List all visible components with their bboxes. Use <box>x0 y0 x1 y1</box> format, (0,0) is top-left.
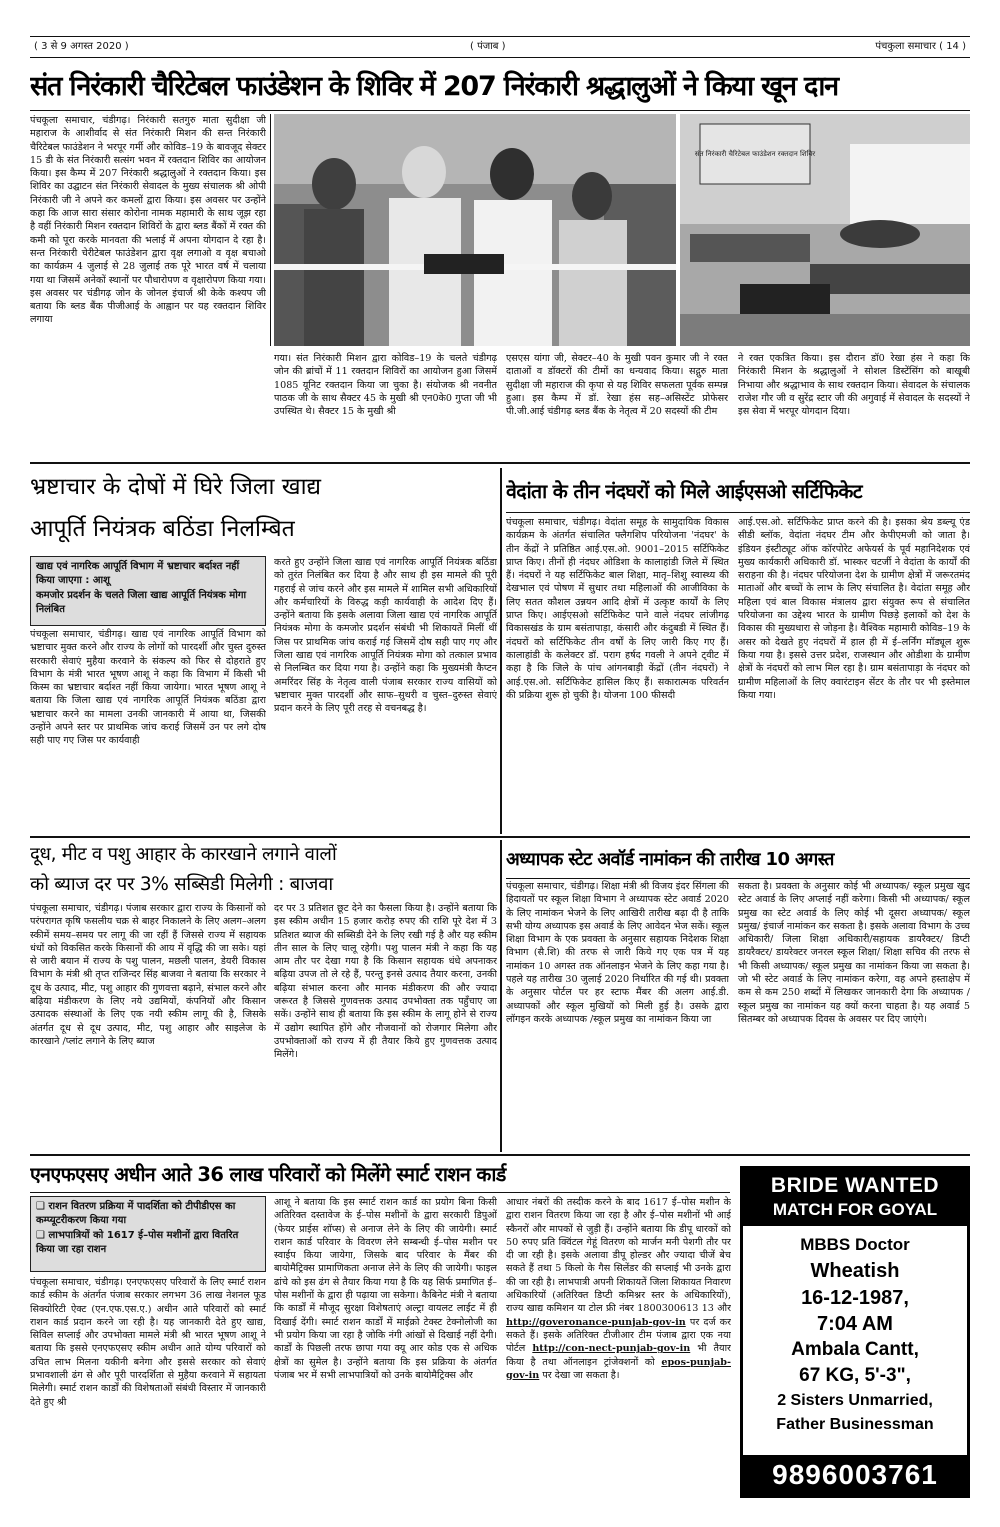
story6-bullets-box <box>30 1196 266 1272</box>
story1-column-1: पंचकूला समाचार, चंडीगढ़। निरंकारी सतगुरु माता सुदीक्षा जी महाराज के आशीर्वाद से संत निरंकारी मिशन की सन्त निरंकारी चैरिटेबल फाउंडेशन ने भरपूर गर्मी और कोविड–19 के बावजूद सेक्टर 15 डी के संत निरंकारी सत्संग भवन में रक्तदान शिविर का आयोजन किया। इस कैम्प में 207 निरंकारी श्रद्धालुओं ने रक्तदान किया। इस शिविर का उद्घाटन संत निरंकारी सेवादल के मुख्य संचालक श्री ओपी निरंकारी जी ने अपने कर कमलों द्वारा किया। इस अवसर पर उन्होंने कहा कि आज सारा संसार कोरोना नामक महामारी के साथ जूझ रहा है वहीं निरंकारी मिशन रक्तदान शिविरों के द्वारा ब्लड बैंकों में रक्त की कमी को पूरा करके मानवता की भलाई में अपना योगदान दे रहा है। सन्त निरंकारी चेरीटेबल फाउंडेशन द्वारा वृक्ष लगाओ व वृक्ष बचाओ का कार्यक्रम 4 जुलाई से 28 जुलाई तक पूरे भारत वर्ष में चलाया गया था जिसमें अनेकों स्थानों पर पौधारोपण व वृक्षारोपण किया गया। इस अवसर पर चंडीगढ़ जोन के जोनल इंचार्ज श्री केके कश्यप जी बताया कि ब्लड बैंक पीजीआई के आह्वान पर यह रक्तदान शिविर लगाया <box>30 115 266 326</box>
epos-portal-link[interactable]: epos-punjab-gov-in <box>506 1356 731 1381</box>
bullet-text: राशन वितरण प्रक्रिया में पादर्शिता को टीपीडीएस का कम्प्यूटरीकरण किया गया <box>36 1201 236 1226</box>
story2-highlight-box <box>30 556 266 626</box>
story1-column-2: गया। संत निरंकारी मिशन द्वारा कोविड–19 के चलते चंडीगढ़ जोन की ब्रांचों में 11 रक्तदान शिविरों का आयोजन हुआ जिसमें 1085 यूनिट रक्तदान किया जा चुका है। संयोजक श्री नवनीत पाठक जी के साथ सैक्टर 45 के मुखी श्री एन0के0 गुप्ता जी भी उपस्थित थे। सैक्टर 15 के मुखी श्री <box>274 353 497 418</box>
ad-siblings: 2 Sisters Unmarried, <box>777 1392 933 1409</box>
column-divider <box>270 114 271 346</box>
story5-column-1: पंचकूला समाचार, चंडीगढ़। शिक्षा मंत्री श्री विजय इंदर सिंगला की हिदायतों पर स्कूल शिक्षा विभाग ने अध्यापक स्टेट अवार्ड 2020 के लिए नामांकन भेजने के लिए आखिरी तारीख बढ़ा दी है ताकि सभी योग्य अध्यापक इस अवार्ड के लिए आवेदन भेज सकें। स्कूल शिक्षा विभाग के एक प्रवक्ता के अनुसार सहायक निदेशक शिक्षा विभाग (सै.शि) की तरफ से जारी किये गए एक पत्र में यह नामांकन 10 अगस्त तक ऑनलाइन भेजने के लिए कहा गया है। पहले यह तारीख 30 जुलाई 2020 निर्धारित की गई थी। प्रवक्ता के अनुसार पोर्टल पर हर स्टाफ मैंबर की अलग आई.डी. अध्यापकों और स्कूल मुखियों को मिली हुई है। उसके द्वारा लॉगइन करके अध्यापक /स्कूल प्रमुख का नामांकन किया जा <box>506 881 729 1025</box>
divider <box>506 512 970 513</box>
ad-title: BRIDE WANTED <box>770 1174 940 1197</box>
story6-column-2: आशू ने बताया कि इस स्मार्ट राशन कार्ड का प्रयोग बिना किसी अतिरिक्त दस्तावेज के ई–पोस मशीनों के द्वारा सरकारी डिपुओं (फेयर प्राईस शॉप्स) से अनाज लेने के लिए की जायेगी। स्मार्ट राशन कार्ड परिवार के विवरण लेने सम्बन्धी ई–पोस मशीन पर स्वाईप किया जायेगा, जिसके बाद परिवार के मैंबर की बायोमैट्रिक्स प्रामाणिकता अनाज लेने के लिए की जायेगी। फाइल ढांचे को इस ढंग से तैयार किया गया है कि यह सिर्फ प्रमाणित ई–पोस मशीनों के द्वारा ही पढ़ाया जा सकेगा। कैबिनेट मंत्री ने बताया कि कार्डों में मौजूद सुरक्षा विशेषताएं अल्ट्रा वायलट लाईट में ही दिखाई देंगी। स्मार्ट राशन कार्डों में माईक्रो टेक्स्ट टेक्नोलोजी का भी प्रयोग किया जा रहा है जोकि नंगी आंखों से दिखाई नहीं देगी। कार्डों के पिछली तरफ छापा गया क्यू आर कोड एक से अधिक क्षेत्रों का सुमेल है। उन्होंने बताया कि इस प्रक्रिया के अंतर्गत पंजाब भर में सभी लाभपात्रियों को उनके बायोमैट्रिक्स और <box>274 1197 497 1381</box>
bullet-item <box>36 1229 260 1256</box>
story3-column-2: आई.एस.ओ. सर्टिफिकेट प्राप्त करने की है। इसका श्रेय डब्ल्यू एंड सीडी ब्लॉक, वेदांता नंदघर टीम और केपीएमजी को जाता है। इंडियन इंस्टीट्यूट ऑफ कॉरपोरेट अफेयर्स के पूर्व महानिदेशक एवं मुख्य कार्यकारी अधिकारी डॉ. भास्कर चटर्जी ने वेदांता के कार्यों की सराहना की है। नंदघर परियोजना देश के ग्रामीण क्षेत्रों में जरूरतमंद माताओं और बच्चों के लाभ के लिए संचालित है। वेदांता समूह और महिला एवं बाल विकास मंत्रालय द्वारा संयुक्त रूप से संचालित परियोजना का उद्देश्य भारत के ग्रामीण पिछड़े इलाकों को देश के विकास की मुख्यधारा से जोड़ना है। वैश्विक महामारी कोविड–19 के असर को देखते हुए नंदघरों में हाल ही में ई–लर्निंग मॉड्यूल शुरू किया गया है। इससे उत्तर प्रदेश, राजस्थान और ओडीशा के ग्रामीण क्षेत्रों के नंदघरों को लाभ मिल रहा है। ग्राम बसंतापाड़ा के नंदघर को ग्रामीण महिलाओं के लिए क्वारंटाइन सेंटर के तौर पर भी इस्तेमाल किया गया। <box>738 517 970 701</box>
grievance-portal-link[interactable]: http://goveronance-punjab-gov-in <box>506 1316 686 1328</box>
headline-teacher-award: अध्यापक स्टेट अवॉर्ड नामांकन की तारीख 10 अगस्त <box>506 849 834 870</box>
ad-header <box>743 1169 967 1226</box>
photo-donors-on-beds <box>680 114 970 346</box>
ad-profession: MBBS Doctor <box>800 1235 910 1254</box>
story6-column-3 <box>506 1196 731 1496</box>
ad-phone[interactable]: 9896003761 <box>743 1455 967 1495</box>
headline-vedanta: वेदांता के तीन नंदघरों को मिले आईएसओ सर्टिफिकेट <box>506 480 862 503</box>
story6-col3-end: पर देखा जा सकता है। <box>542 1369 620 1381</box>
connect-portal-link[interactable]: http://con-nect-punjab-gov-in <box>532 1343 691 1355</box>
headline-blood-donation: संत निरंकारी चैरिटेबल फाउंडेशन के शिविर में 207 निरंकारी श्रद्धालुओं ने किया खून दान <box>30 71 838 102</box>
highlight-line: कमजोर प्रदर्शन के चलते जिला खाद्य आपूर्ति नियंत्रक मोगा निलंबित <box>36 590 247 615</box>
banner-text: संत निरंकारी चैरिटेबल फाउंडेशन रक्तदान शिविर <box>694 150 816 158</box>
checkbox-icon: ❑ <box>36 1230 49 1241</box>
bullet-text: लाभपात्रियों को 1617 ई–पोस मशीनों द्वारा वितरित किया जा रहा राशन <box>36 1230 239 1255</box>
story1-column-3: एसएस यांगा जी, सेक्टर–40 के मुखी पवन कुमार जी ने रक्त दाताओं व डॉक्टरों की टीमों का धन्यवाद किया। सद्गुरु माता सुदीक्षा जी महाराज की कृपा से यह शिविर सफलता पूर्वक सम्पन्न हुआ। इस कैम्प में डॉ. रेखा हंस सह–असिस्टेंट प्रोफेसर पी.जी.आई चंडीगढ़ ब्लड बैंक के नेतृत्व में 20 सदस्यों की टीम <box>506 353 728 418</box>
divider <box>506 878 970 879</box>
photo-donors-image <box>680 114 970 346</box>
vertical-divider <box>500 840 502 1152</box>
section-divider <box>30 1154 970 1156</box>
story4-column-1: पंचकूला समाचार, चंडीगढ़। पंजाब सरकार द्वारा राज्य के किसानों को परंपरागत कृषि फसलीय चक्र से बाहर निकालने के लिए अलग–अलग स्कीमें समय–समय पर लागू की जा रहीं हैं जिससे राज्य में सहायक धंधों को विकसित करके किसानों की आय में वृद्धि की जा सके। यहां से जारी बयान में राज्य के पशु पालन, मछली पालन, डेयरी विकास विभाग के मंत्री श्री तृप्त राजिन्दर सिंह बाजवा ने बताया कि सरकार ने दूध के उत्पाद, मीट, पशु आहार की गुणवत्ता बढ़ाने, संभाल करने और बढ़िया मंडीकरण के लिए नये उद्यमियों, कंपनियों और किसान उत्पादक संस्थाओं के लिए एक नयी स्कीम लागू की है, जिसके अंतर्गत दूध से दूध उत्पाद, मीट, पशु आहार और साइलेज के कारखाने /प्लांट लगाने के लिए ब्याज <box>30 903 266 1047</box>
issue-date: ( 3 से 9 अगस्त 2020 ) <box>34 41 129 52</box>
divider <box>30 110 970 111</box>
section-divider <box>30 836 970 838</box>
story6-col3-mid2: भी तैयार किया है तथा ऑनलाइन ट्रांजेक्शनों को <box>506 1343 731 1368</box>
story1-column-4: ने रक्त एकत्रित किया। इस दौरान डॉ0 रेखा हंस ने कहा कि निरंकारी मिशन के श्रद्धालुओं ने सोशल डिस्टेंसिंग को बाखूबी निभाया और श्रद्धाभाव के साथ रक्तदान किया। सेवादल के संचालक राजेश गौर जी व सुरेंद्र स्टार जी की अगुवाई में सेवादल के सदस्यों ने इस सेवा में भरपूर योगदान दिया। <box>738 353 970 418</box>
edition-name: ( पंजाब ) <box>470 41 506 52</box>
section-divider <box>30 462 970 464</box>
vertical-divider <box>500 468 502 834</box>
story4-column-2: दर पर 3 प्रतिशत छूट देने का फैसला किया है। उन्होंने बताया कि इस स्कीम अधीन 15 हजार करोड़ रुपए की राशि पूरे देश में 3 प्रतिशत ब्याज की सब्सिडी देने के लिए रखी गई है और यह स्कीम तीन साल के लिए चालू रहेगी। पशु पालन मंत्री ने कहा कि यह आम तौर पर देखा गया है कि किसान सहायक धंधे अपनाकर बढ़िया उपज तो ले रहे हैं, परन्तु इनसे उत्पाद तैयार करना, उनकी बढ़िया संभाल करना और मानक मंडीकरण की और ज्यादा जरूरत है जिससे गुणवत्तक उत्पाद उपभोक्ता तक पहुँचाए जा सकें। उन्होंने साथ ही बताया कि इस स्कीम के लागू होने से राज्य में उद्योग स्थापित होंगे और नौजवानों को रोजगार मिलेगा और उपभोक्ताओं को राज्य में ही तैयार किये हुए गुणवत्तक उत्पाद मिलेंगे। <box>274 903 497 1061</box>
headline-ration-card: एनएफएसए अधीन आते 36 लाख परिवारों को मिलेंगे स्मार्ट राशन कार्ड <box>30 1163 506 1186</box>
headline-subsidy-2: को ब्याज दर पर 3% सब्सिडी मिलेगी : बाजवा <box>30 874 333 895</box>
ad-birth-time: 7:04 AM <box>817 1313 893 1335</box>
divider <box>30 1192 730 1193</box>
story2-column-2: करते हुए उन्होंने जिला खाद्य एवं नागरिक आपूर्ति नियंत्रक बठिंडा को तुरंत निलंबित कर दिया है और साथ ही इस मामले की पूरी गहराई से जांच करने और इस मामले में शामिल सभी अधिकारियों और कर्मचारियों के विरुद्ध कड़ी कार्यवाही के आदेश दिए हैं। उन्होंने बताया कि इसके अलावा जिला खाद्य एवं नागरिक आपूर्ति नियंत्रक मोगा के कमजोर प्रदर्शन संबंधी भी शिकायतें मिलीं थीं जिस पर प्राथमिक जांच कराई गई जिसमें दोष सही पाए गए और जिला खाद्य एवं नागरिक आपूर्ति नियंत्रक मोगा को तत्काल प्रभाव से निलम्बित कर दिया गया है। उन्होंने कहा कि मुख्यमंत्री कैप्टन अमरिंदर सिंह के नेतृत्व वाली पंजाब सरकार राज्य वासियों को भ्रष्टाचार मुक्त पारदर्शी और साफ–सुथरी व चुस्त–दुरुस्त सेवाएं प्रदान करने के लिए पूरी तरह से वचनबद्ध है। <box>274 557 497 715</box>
story6-col3-text: आधार नंबरों की तस्दीक करने के बाद 1617 ई–पोस मशीन के द्वारा राशन वितरण किया जा रहा है और ई–पोस मशीनों भी आई स्कैनरों और मापकों से जुड़ी हैं। उन्होंने बताया कि डीपू धारकों को 50 रुपए प्रति क्विंटल गेहूं वितरण को मार्जन मनी पेशगी तौर पर दी जा रही है। इसके अलावा डीपू होल्डर और ज्यादा चीजें बेच सकते हैं तथा 5 किलो के गैस सिलेंडर की सप्लाई भी उनके द्वारा की जा रही है। लाभपात्री अपनी शिकायतें जिला शिकायत निवारण अधिकारियों (अतिरिक्त डिप्टी कमिश्नर स्तर के अधिकारियों), राज्य खाद्य कमिशन या टोल फ्री नंबर 1800300613 13 और <box>506 1197 731 1315</box>
masthead-strip <box>30 36 970 58</box>
story2-column-1: पंचकूला समाचार, चंडीगढ़। खाद्य एवं नागरिक आपूर्ति विभाग को भ्रष्टाचार मुक्त करने और राज्य के लोगों को पारदर्शी और चुस्त दुरुस्त सरकारी सेवाएं मुहैया करवाने के संकल्प को फिर से दोहराते हुए विभाग के मंत्री भारत भूषण आशू ने कहा कि विभाग में किसी भी किस्म का भ्रष्टाचार बर्दाश्त नहीं किया जायेगा। भारत भूषण आशू ने बताया कि जिला खाद्य एवं नागरिक आपूर्ति नियंत्रक बठिंडा द्वारा भ्रष्टाचार करने का मामला उनकी जानकारी में आया था, जिसकी उन्होंने अपने स्तर पर प्राथमिक जांच कराई जिसमें उन पर लगे दोष सही पाए गए जिस पर कार्यवाही <box>30 629 266 747</box>
ad-dob: 16-12-1987, <box>801 1287 909 1309</box>
story6-col3-mid: पर दर्ज कर सकते हैं। इसके अतिरिक्त टीजीआर टीम पंजाब द्वारा एक नया पोर्टल <box>506 1316 731 1355</box>
checkbox-icon: ❑ <box>36 1201 49 1212</box>
headline-food-controller-1: भ्रष्टाचार के दोषों में घिरे जिला खाद्य <box>30 474 322 500</box>
story6-column-1: पंचकूला समाचार, चंडीगढ़। एनएफएसए परिवारों के लिए स्मार्ट राशन कार्ड स्कीम के अंतर्गत पंजाब सरकार लगभग 36 लाख नेशनल फूड सिक्योरिटी ऐक्ट (एन.एफ.एस.ए.) अधीन आते परिवारों को स्मार्ट राशन कार्ड प्रदान करने जा रही है। यह जानकारी देते हुए खाद्य, सिविल सप्लाई और उपभोक्ता मामले मंत्री श्री भारत भूषण आशू ने बताया कि इससे एनएफएसए स्कीम अधीन आते योग्य परिवारों को उचित लाभ मिलना यकीनी बनेगा और इससे सरकार को सेवाएं प्रभावशाली ढंग से और पूरी पारदर्शिता से मुहैया करवाने में सहायता मिलेगी। स्मार्ट राशन कार्डों की विशेषताओं संबंधी विस्तार में जानकारी देते हुए श्री <box>30 1277 266 1408</box>
bullet-item <box>36 1200 260 1227</box>
ad-subtitle: MATCH FOR GOYAL <box>772 1200 938 1219</box>
headline-food-controller-2: आपूर्ति नियंत्रक बठिंडा निलम्बित <box>30 516 295 542</box>
story3-column-1: पंचकूला समाचार, चंडीगढ़। वेदांता समूह के सामुदायिक विकास कार्यक्रम के अंतर्गत संचालित फ्लैगशिप परियोजना 'नंदघर' के तीन केंद्रों ने प्रतिष्ठित आई.एस.ओ. 9001–2015 सर्टिफिकेट प्राप्त किए। तीनों ही नंदघर ओडिशा के कालाहांडी जिले में स्थित हैं। नंदघरों ने यह सर्टिफिकेट बाल शिक्षा, मातृ–शिशु स्वास्थ्य की देखभाल एवं पोषण में सुधार तथा महिलाओं की आजीविका के लिए सतत कौशल उन्नयन आदि क्षेत्रों में उत्कृष्ट कार्यों के लिए प्राप्त किए। आईएसओ सर्टिफिकेट पाने वाले नंदघर लांजीगढ़ विकासखंड के ग्राम बसंतापाड़ा, कंसारी और कंदुबडी में स्थित हैं। नंदघरों को सर्टिफिकेट तीन वर्षों के लिए जारी किए गए हैं। कालाहांडी के कलेक्टर डॉ. पराग हर्षद गवली ने अपने ट्वीट में कहा है कि जिले के पांच आंगनबाड़ी केंद्रों (तीन नंदघरों) ने आई.एस.ओ. सर्टिफिकेट हासिल किए हैं। सकारात्मक परिवर्तन की प्रक्रिया शुरू हो चुकी है। योजना 100 फीसदी <box>506 517 729 701</box>
paper-name-page: पंचकुला समाचार ( 14 ) <box>875 41 966 52</box>
highlight-line: खाद्य एवं नागरिक आपूर्ति विभाग में भ्रष्टाचार बर्दाश्त नहीं किया जाएगा : आशू <box>36 561 240 586</box>
story5-column-2: सकता है। प्रवक्ता के अनुसार कोई भी अध्यापक/ स्कूल प्रमुख खुद स्टेट अवार्ड के लिए अप्लाई नहीं करेगा। किसी भी अध्यापक/ स्कूल प्रमुख का स्टेट अवार्ड के लिए कोई भी दूसरा अध्यापक/ स्कूल प्रमुख/ इंचार्ज नामांकन कर सकता है। इसके अलावा विभाग के उच्च अधिकारी/ जिला शिक्षा अधिकारी/सहायक डायरैक्टर/ डिप्टी डायरैक्टर/ डायरेक्टर जनरल स्कूल शिक्षा/ शिक्षा सचिव की तरफ से भी किसी अध्यापक/ स्कूल प्रमुख का नामांकन किया जा सकता है। जो भी स्टेट अवार्ड के लिए नामांकन करेगा, वह अपने हस्ताक्षेप में कम से कम 250 शब्दों में लिखकर जानकारी देगा कि अध्यापक /स्कूल प्रमुख का नामांकन यह क्यों करना चाहता है। यह अवार्ड 5 सितम्बर को अध्यापक दिवस के अवसर पर दिए जाएंगे। <box>738 881 970 1025</box>
matrimonial-ad <box>740 1166 970 1498</box>
photo-ribbon-cutting <box>274 114 676 346</box>
photo-ribbon-cutting-image <box>274 114 676 346</box>
ad-complexion: Wheatish <box>810 1260 900 1282</box>
headline-subsidy-1: दूध, मीट व पशु आहार के कारखाने लगाने वालों <box>30 844 337 865</box>
ad-place: Ambala Cantt, <box>791 1339 919 1360</box>
ad-father: Father Businessman <box>776 1416 934 1433</box>
ad-weight-height: 67 KG, 5'-3", <box>799 1365 911 1386</box>
